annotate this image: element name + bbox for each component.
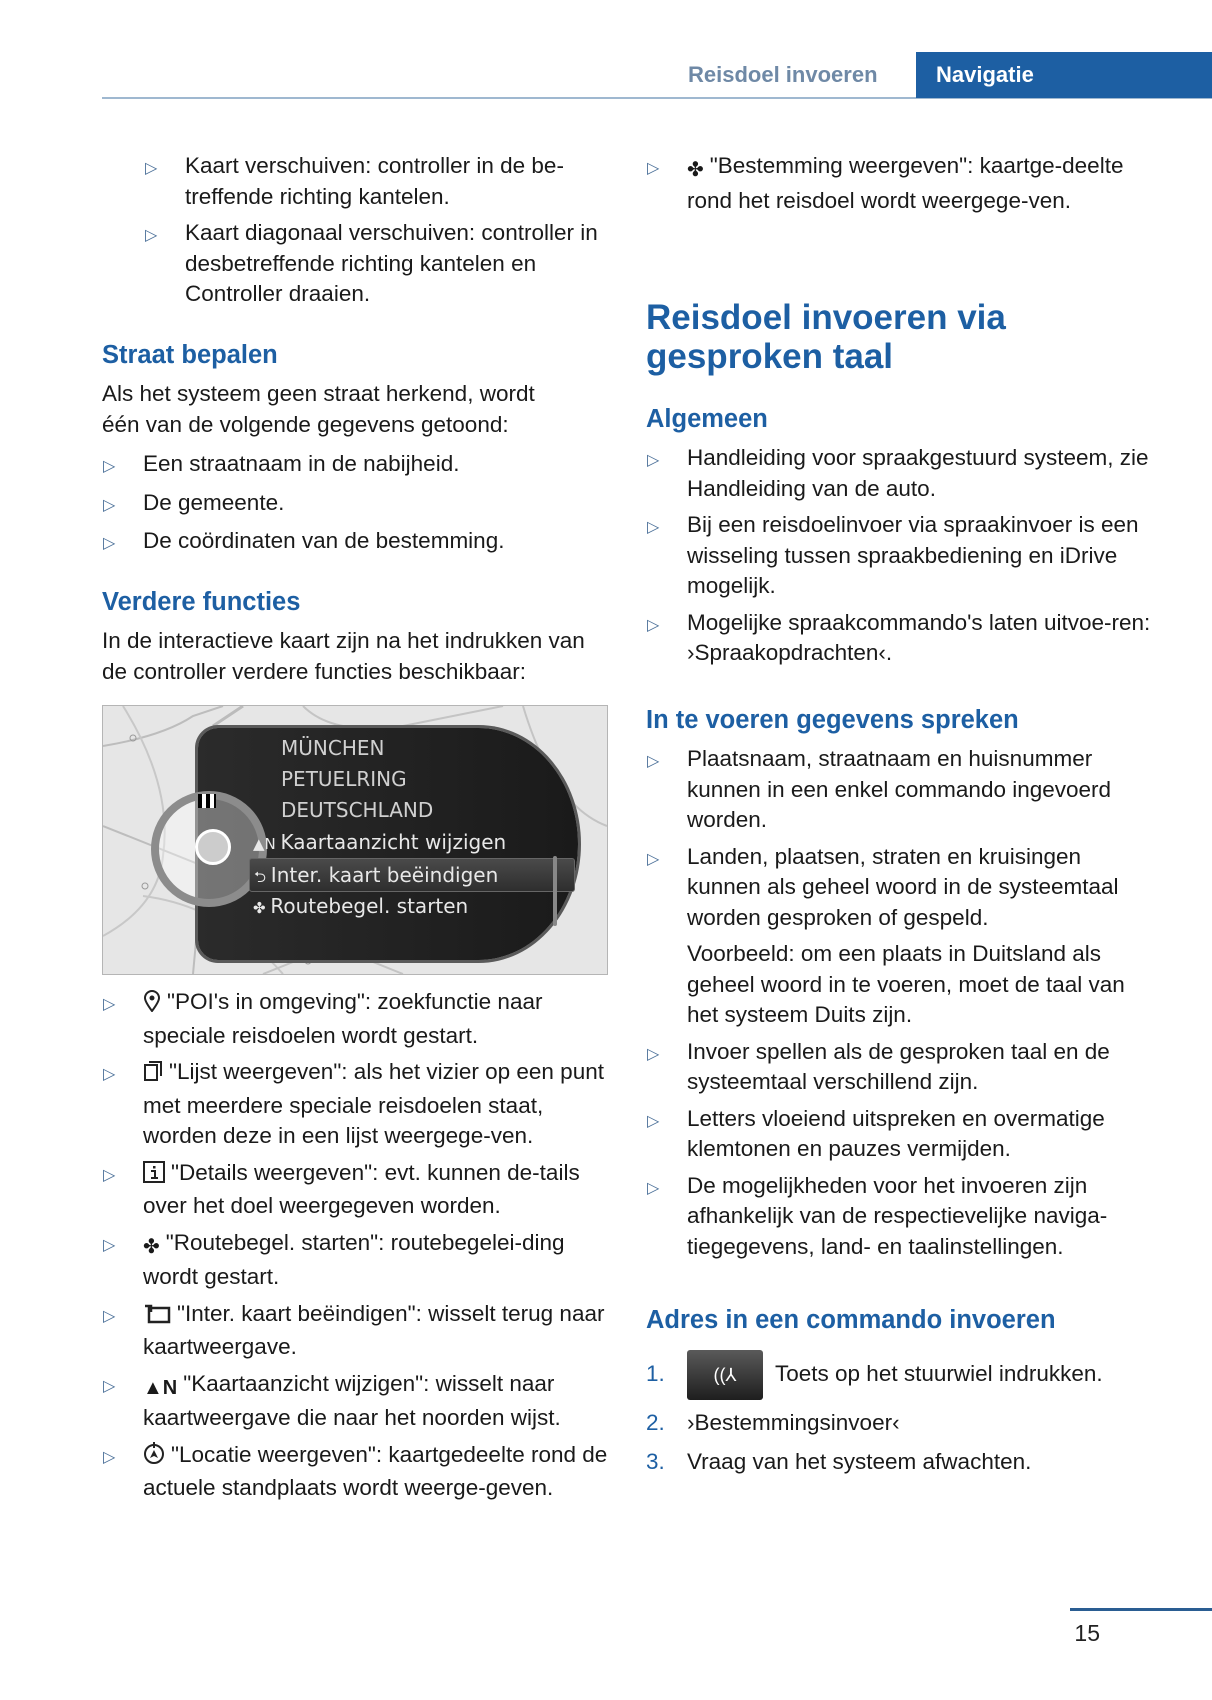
heading-straat-bepalen: Straat bepalen <box>102 341 278 369</box>
map-menu-scrollbar[interactable] <box>553 856 557 926</box>
adres-steps <box>646 1346 1156 1477</box>
bullet-triangle-icon: ▷ <box>103 496 116 514</box>
map-street: PETUELRING <box>281 767 407 791</box>
list-item: ▷ Een straatnaam in de nabijheid. <box>102 449 608 480</box>
page-number: 15 <box>1074 1620 1100 1646</box>
list-item: ▷ Handleiding voor spraakgestuurd systeem, zie Handleiding van de auto. <box>647 445 1149 501</box>
bullet-triangle-icon: ▷ <box>103 1236 116 1254</box>
bullet-triangle-icon: ▷ <box>145 160 158 177</box>
section-title-line1: Reisdoel invoeren via <box>646 298 1006 337</box>
list-item: ▷ De mogelijkheden voor het invoeren zijn afhankelijk van de respectievelijke naviga-tiegegevens, land- en taalinstellingen. <box>647 1172 1108 1259</box>
header-chapter-label: Navigatie <box>936 62 1034 87</box>
destination-flag-icon <box>198 794 216 808</box>
info-icon <box>143 1161 165 1192</box>
list-item: ▷ ✤ "Bestemming weergeven": kaartge-deelte rond het reisdoel wordt weergege-ven. <box>647 153 1124 213</box>
list-item: ▷ ▲N "Kaartaanzicht wijzigen": wisselt naar kaartweergave die naar het noorden wijst. <box>103 1370 561 1430</box>
algemeen-list <box>646 443 1156 669</box>
list-item: ▷ ✤ "Routebegel. starten": routebegelei-ding wordt gestart. <box>103 1229 565 1289</box>
bullet-triangle-icon: ▷ <box>647 1179 660 1197</box>
voice-button-icon: ((⅄ <box>687 1350 763 1400</box>
route-guidance-icon: ✤ <box>253 899 271 917</box>
destination-view-icon: ✤ <box>687 159 704 181</box>
bullet-triangle-icon: ▷ <box>103 1448 116 1466</box>
list-item: ▷ Kaart diagonaal verschuiven: controller in desbetreffende richting kantelen en Controller draaien. <box>145 220 598 306</box>
heading-algemeen: Algemeen <box>646 405 768 433</box>
list-item: ▷ De coördinaten van de bestemming. <box>102 526 608 557</box>
heading-gegevens-spreken: In te voeren gegevens spreken <box>646 706 1019 734</box>
list-item: ▷ De gemeente. <box>102 488 608 519</box>
list-item: ▷ "Details weergeven": evt. kunnen de-tails over het doel weergegeven worden. <box>103 1159 580 1218</box>
map-city: MÜNCHEN <box>281 736 385 760</box>
spreken-list <box>646 744 1156 1262</box>
function-list <box>102 987 608 1504</box>
list-item: ▷ Landen, plaatsen, straten en kruisingen kunnen als geheel woord in de systeemtaal worden gesproken of gespeld. <box>647 843 1119 930</box>
north-arrow-icon: ▲N <box>143 1376 178 1399</box>
location-icon <box>143 1441 165 1474</box>
verdere-intro: In de interactieve kaart zijn na het indrukken van de controller verdere functies beschikbaar: <box>102 628 585 684</box>
header-chapter-tab <box>916 52 1212 98</box>
list-item: ▷ "POI's in omgeving": zoekfunctie naar speciale reisdoelen wordt gestart. <box>103 989 543 1048</box>
list-item: ▷ "Locatie weergeven": kaartgedeelte rond de actuele standplaats wordt weerge-geven. <box>103 1441 608 1500</box>
example-paragraph: Voorbeeld: om een plaats in Duitsland als geheel woord in te voeren, moet de taal van het systeem Duits zijn. <box>687 941 1125 1027</box>
bullet-triangle-icon: ▷ <box>103 1307 116 1325</box>
bullet-triangle-icon: ▷ <box>647 1045 660 1063</box>
exit-map-icon <box>143 1302 171 1333</box>
straat-intro: Als het systeem geen straat herkend, wordt één van de volgende gegevens getoond: <box>102 381 535 437</box>
map-menu-item-inter-kaart[interactable]: ⮌ Inter. kaart beëindigen <box>249 858 575 892</box>
list-item: ▷ Kaart verschuiven: controller in de be-treffende richting kantelen. <box>145 153 564 209</box>
bullet-triangle-icon: ▷ <box>103 1377 116 1395</box>
list-item: ▷ "Inter. kaart beëindigen": wisselt terug naar kaartweergave. <box>103 1300 605 1359</box>
heading-verdere-functies: Verdere functies <box>102 588 301 616</box>
route-guidance-icon: ✤ <box>143 1235 160 1258</box>
step-item: 3. Vraag van het systeem afwachten. <box>646 1448 1032 1474</box>
step-item: 2. ›Bestemmingsinvoer‹ <box>646 1410 900 1435</box>
bullet-triangle-icon: ▷ <box>647 850 660 868</box>
footer-rule <box>1070 1608 1212 1611</box>
north-arrow-icon: ▲N <box>253 835 281 853</box>
list-item: ▷ "Lijst weergeven": als het vizier op een punt met meerdere speciale reisdoelen staat, worden deze in een lijst weergege-ven. <box>103 1059 604 1148</box>
bullet-triangle-icon: ▷ <box>647 753 660 770</box>
list-item: ▷ Letters vloeiend uitspreken en overmatige klemtonen en pauzes vermijden. <box>647 1105 1105 1161</box>
bullet-triangle-icon: ▷ <box>647 452 660 469</box>
bullet-triangle-icon: ▷ <box>103 1066 116 1083</box>
list-item: ▷ Invoer spellen als de gesproken taal en de systeemtaal verschillend zijn. <box>647 1038 1110 1094</box>
bullet-triangle-icon: ▷ <box>647 616 660 634</box>
header-section-title: Reisdoel invoeren <box>688 62 878 87</box>
bullet-triangle-icon: ▷ <box>145 227 158 244</box>
list-item: ▷ Mogelijke spraakcommando's laten uitvoe-ren: ›Spraakopdrachten‹. <box>647 609 1151 665</box>
bullet-triangle-icon: ▷ <box>103 535 116 552</box>
bullet-triangle-icon: ▷ <box>647 1112 660 1130</box>
map-menu-item-routebegel[interactable]: ✤ Routebegel. starten <box>253 894 469 918</box>
exit-map-icon: ⮌ <box>254 868 271 886</box>
list-item: ▷ Bij een reisdoelinvoer via spraakinvoer is een wisseling tussen spraakbediening en iDrive mogelijk. <box>647 512 1139 598</box>
poi-icon <box>143 990 161 1021</box>
list-icon <box>143 1060 163 1091</box>
location-marker-icon <box>195 829 231 865</box>
interactive-map-screenshot <box>102 705 608 975</box>
bullet-triangle-icon: ▷ <box>647 160 660 177</box>
step-item: 1. ((⅄ Toets op het stuurwiel indrukken. <box>646 1346 1156 1402</box>
bullet-triangle-icon: ▷ <box>103 996 116 1013</box>
right-top-item-wrap <box>646 151 1156 216</box>
heading-adres-invoeren: Adres in een commando invoeren <box>646 1306 1056 1334</box>
bullet-triangle-icon: ▷ <box>647 519 660 536</box>
list-item: ▷ Plaatsnaam, straatnaam en huisnummer kunnen in een enkel commando ingevoerd worden. <box>647 746 1112 832</box>
map-menu-item-kaartaanzicht[interactable]: ▲N Kaartaanzicht wijzigen <box>253 830 507 854</box>
bullet-triangle-icon: ▷ <box>103 1166 116 1184</box>
map-country: DEUTSCHLAND <box>281 798 434 822</box>
bullet-triangle-icon: ▷ <box>103 458 116 475</box>
section-title-line2: gesproken taal <box>646 337 894 376</box>
